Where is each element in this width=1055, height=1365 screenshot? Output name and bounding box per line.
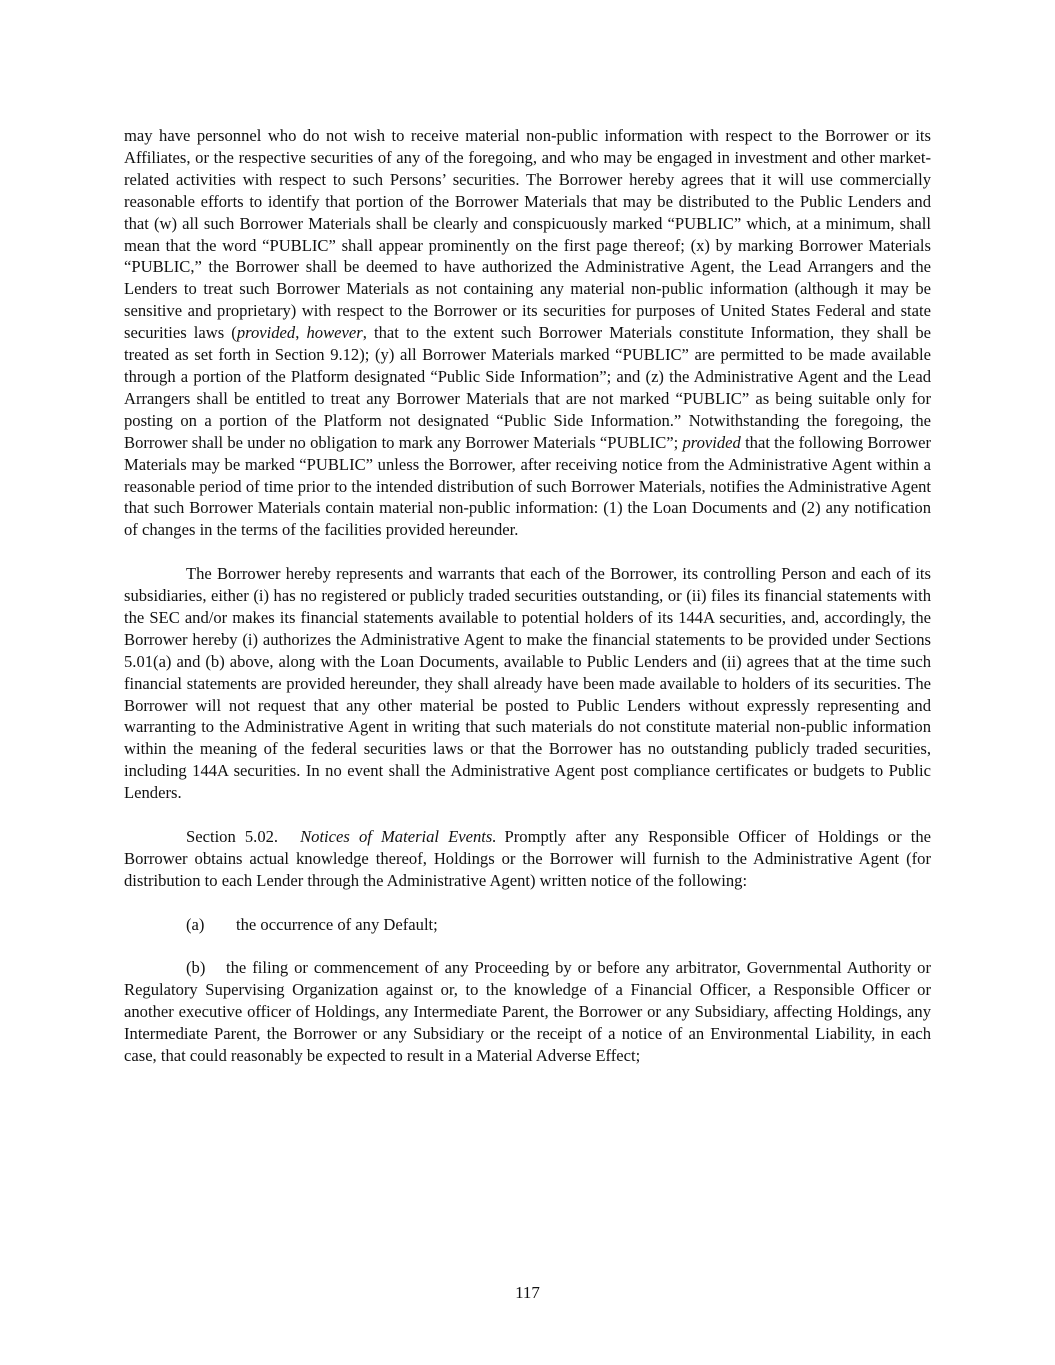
list-item-a xyxy=(124,914,931,936)
list-item-label: (a) xyxy=(186,914,205,934)
paragraph-text: , xyxy=(295,323,307,343)
list-item-text: the filing or commencement of any Proceeding by or before any arbitrator, Governmental Authority or Regulatory Supervising Organization against or, to the knowledge of a Financial Officer, a Responsible Officer or another executive officer of Holdings, any Intermediate Parent, the Borrower or any Subsidiary, affecting Holdings, any Intermediate Parent, the Borrower or any Subsidiary or the receipt of a notice of an Environmental Liability, in each case, that could reasonably be expected to result in a Material Adverse Effect; xyxy=(124,958,931,1065)
list-item-text: the occurrence of any Default; xyxy=(236,914,438,934)
section-number: Section 5.02. xyxy=(186,826,279,846)
italic-provided: provided xyxy=(682,432,741,452)
list-item-b xyxy=(124,957,931,1067)
section-5-02-paragraph xyxy=(124,826,931,892)
paragraph-text: , that to the extent such Borrower Materials constitute Information, they shall be treated as set forth in Section 9.12); (y) all Borrower Materials marked “PUBLIC” are permitted to be made available through a portion of the Platform designated “Public Side Information”; and (z) the Administrative Agent and the Lead Arrangers shall be entitled to treat any Borrower Materials that are not marked “PUBLIC” as being suitable only for posting on a portion of the Platform not designated “Public Side Information.” Notwithstanding the foregoing, the Borrower shall be under no obligation to mark any Borrower Materials “PUBLIC”; xyxy=(124,323,932,452)
page-body xyxy=(124,125,931,1067)
paragraph-borrower-materials xyxy=(124,125,931,541)
paragraph-text: may have personnel who do not wish to receive material non-public information with respect to the Borrower or its Affiliates, or the respective securities of any of the foregoing, and who may be engaged in investment and other market-related activities with respect to such Persons’ securities. The Borrower hereby agrees that it will use commercially reasonable efforts to identify that portion of the Borrower Materials that may be distributed to the Public Lenders and that (w) all such Borrower Materials shall be clearly and conspicuously marked “PUBLIC” which, at a minimum, shall mean that the word “PUBLIC” shall appear prominently on the first page thereof; (x) by marking Borrower Materials “PUBLIC,” the Borrower shall be deemed to have authorized the Administrative Agent, the Lead Arrangers and the Lenders to treat such Borrower Materials as not containing any material non-public information (although it may be sensitive and proprietary) with respect to the Borrower or its securities for purposes of United States Federal and state securities laws ( xyxy=(124,126,931,343)
page-number: 117 xyxy=(515,1283,540,1302)
list-item-label: (b) xyxy=(186,958,206,978)
section-heading: Notices of Material Events. xyxy=(300,826,497,846)
paragraph-text: that the following Borrower Materials may be marked “PUBLIC” unless the Borrower, after receiving notice from the Administrative Agent within a reasonable period of time prior to the intended distribution of such Borrower Materials, notifies the Administrative Agent that such Borrower Materials contain material non-public information: (1) the Loan Documents and (2) any notification of changes in the terms of the facilities provided hereunder. xyxy=(124,432,931,540)
italic-however: however xyxy=(306,323,363,343)
paragraph-representations: The Borrower hereby represents and warrants that each of the Borrower, its controlling Person and each of its subsidiaries, either (i) has no registered or publicly traded securities outstanding, or (ii) files its financial statements with the SEC and/or makes its financial statements available to potential holders of its 144A securities, and, accordingly, the Borrower hereby (i) authorizes the Administrative Agent to make the financial statements to be provided under Sections 5.01(a) and (b) above, along with the Loan Documents, available to Public Lenders and (ii) agrees that at the time such financial statements are provided hereunder, they shall already have been made available to holders of its securities. The Borrower will not request that any other material be posted to Public Lenders without expressly representing and warranting to the Administrative Agent in writing that such materials do not constitute material non-public information within the meaning of the federal securities laws or that the Borrower has no outstanding publicly traded securities, including 144A securities. In no event shall the Administrative Agent post compliance certificates or budgets to Public Lenders. xyxy=(124,564,931,803)
italic-provided: provided xyxy=(236,323,296,343)
paragraph-text: Promptly after any Responsible Officer of Holdings or the Borrower obtains actual knowledge thereof, Holdings or the Borrower will furnish to the Administrative Agent (for distribution to each Lender through the Administrative Agent) written notice of the following: xyxy=(124,826,931,890)
